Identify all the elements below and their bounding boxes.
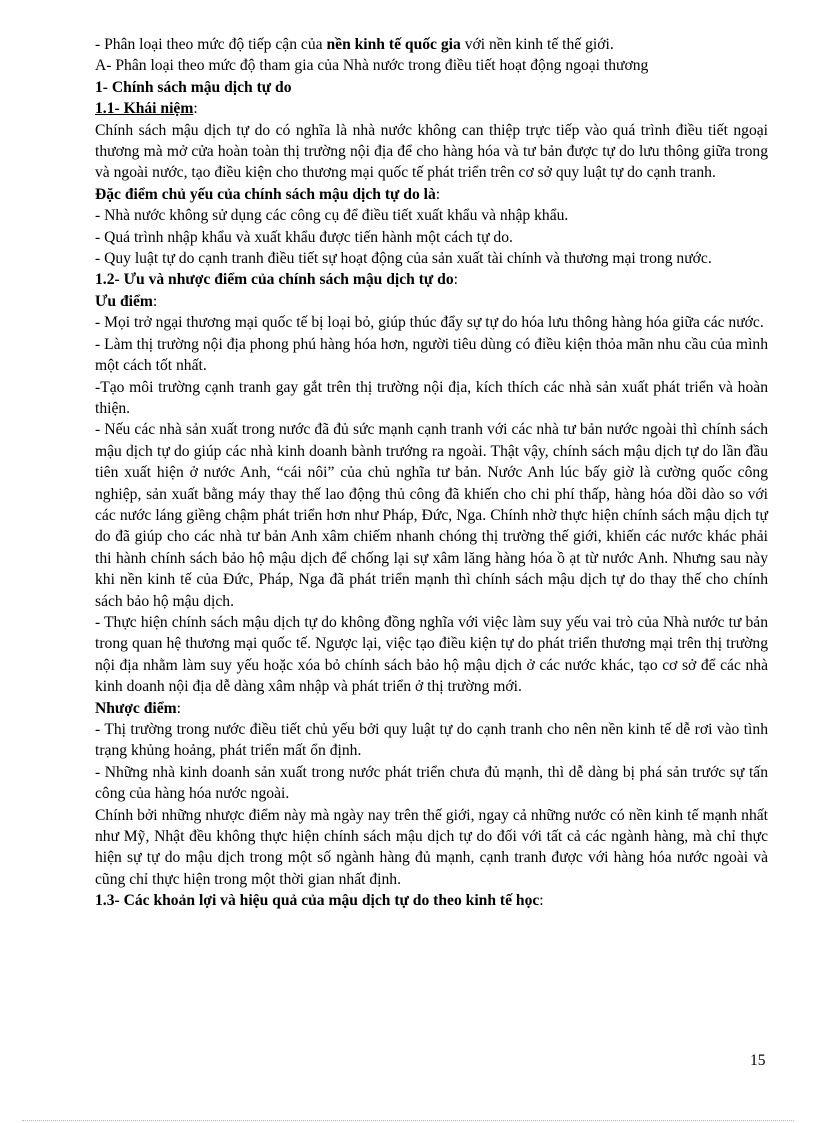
heading-pros — [95, 291, 768, 312]
con-item: - Thị trường trong nước điều tiết chủ yếu bởi quy luật tự do cạnh tranh cho nên nền kinh tế dễ rơi vào tình trạng khủng hoảng, phát triển mất ổn định. — [95, 721, 768, 760]
text: với nền kinh tế thế giới. — [460, 36, 614, 53]
colon: : — [152, 292, 158, 310]
bold-text: nền kinh tế quốc gia — [326, 36, 461, 53]
paragraph-section-a: A- Phân loại theo mức độ tham gia của Nhà nước trong điều tiết hoạt động ngoại thương — [95, 57, 649, 75]
pro-item: -Tạo môi trường cạnh tranh gay gắt trên thị trường nội địa, kích thích các nhà sản xuất phát triển và hoàn thiện. — [95, 378, 768, 417]
paragraph-classification — [95, 34, 768, 55]
heading-cons — [95, 698, 768, 719]
document-body — [95, 34, 768, 912]
pro-item: - Nếu các nhà sản xuất trong nước đã đủ sức mạnh cạnh tranh với các nhà tư bản nước ngoài thì chính sách mậu dịch tự do giúp các nhà kinh doanh bành trướng ra ngoài. Thật vậy, chính sách mậu dịch tự do lần đầu tiên xuất hiện ở nước Anh, “cái nôi” của chủ nghĩa tư bản. Nước Anh lúc bấy giờ là cường quốc công nghiệp, sản xuất bằng máy thay thế lao động thủ công đã khiến cho chi phí thấp, hàng hóa dồi dào so với các nước láng giềng chậm phát triển hơn như Pháp, Đức, Nga. Chính nhờ thực hiện chính sách mậu dịch tự do đã giúp cho các nhà tư bản Anh xâm chiếm nhanh chóng thị trường thế giới, khiến các nước khác phải thi hành chính sách bảo hộ mậu dịch để chống lại sự xâm lăng hàng hóa ồ ạt từ nước Anh. Nhưng sau này khi nền kinh tế của Đức, Pháp, Nga đã phát triển mạnh thì chính sách mậu dịch tự do thay thế cho chính sách bảo hộ mậu dịch. — [95, 421, 768, 610]
heading-text: Ưu điểm — [95, 292, 153, 310]
heading-text: 1.3- Các khoản lợi và hiệu quả của mậu dịch tự do theo kinh tế học — [95, 892, 540, 910]
heading-1-3 — [95, 890, 768, 911]
text: - Phân loại theo mức độ tiếp cận của — [95, 36, 327, 53]
feature-item: - Quy luật tự do cạnh tranh điều tiết sự hoạt động của sản xuất tài chính và thương mại trong nước. — [95, 250, 712, 268]
heading-text: Đặc điểm chủ yếu của chính sách mậu dịch tự do là — [95, 185, 436, 203]
feature-item: - Quá trình nhập khẩu và xuất khẩu được tiến hành một cách tự do. — [95, 228, 513, 246]
colon: : — [176, 699, 182, 717]
heading-1: 1- Chính sách mậu dịch tự do — [95, 78, 292, 96]
paragraph-definition: Chính sách mậu dịch tự do có nghĩa là nhà nước không can thiệp trực tiếp vào quá trình điều tiết ngoại thương mà mở cửa hoàn toàn thị trường nội địa để cho hàng hóa và tư bản được tự do lưu thông giữa trong và ngoài nước, tạo điều kiện cho thương mại quốc tế phát triển trên cơ sở quy luật tự do cạnh tranh. — [95, 121, 768, 182]
heading-1-2 — [95, 269, 768, 290]
page-number: 15 — [750, 1052, 766, 1069]
colon: : — [193, 100, 198, 118]
page-bottom-divider — [22, 1120, 794, 1121]
heading-text: 1.2- Ưu và nhược điểm của chính sách mậu dịch tự do — [95, 271, 454, 289]
colon: : — [539, 892, 544, 910]
feature-item: - Nhà nước không sử dụng các công cụ để điều tiết xuất khẩu và nhập khẩu. — [95, 207, 569, 225]
heading-text: Nhược điểm — [95, 699, 177, 717]
heading-features — [95, 184, 768, 205]
con-item: - Những nhà kinh doanh sản xuất trong nước phát triển chưa đủ mạnh, thì dễ dàng bị phá sản trước sự tấn công của hàng hóa nước ngoài. — [95, 763, 768, 803]
heading-1-1 — [95, 98, 768, 119]
paragraph-conclusion: Chính bởi những nhược điểm này mà ngày nay trên thế giới, ngay cả những nước có nền kinh tế mạnh nhất như Mỹ, Nhật đều không thực hiện chính sách mậu dịch tự do đối với tất cả các ngành hàng, mà chỉ thực hiện sự tự do mậu dịch trong một số ngành hàng đủ mạnh, cạnh tranh được với hàng hóa nước ngoài và cũng chỉ thực hiện trong một thời gian nhất định. — [95, 806, 768, 888]
pro-item: - Thực hiện chính sách mậu dịch tự do không đồng nghĩa với việc làm suy yếu vai trò của Nhà nước tư bản trong quan hệ thương mại quốc tế. Ngược lại, việc tạo điều kiện tự do phát triển thương mại trên thị trường nội địa nhằm làm suy yếu hoặc xóa bỏ chính sách bảo hộ mậu dịch ở các nước khác, tạo cơ sở để các nhà kinh doanh nội địa dễ dàng xâm nhập và phát triển ở thị trường mới. — [95, 613, 768, 696]
colon: : — [435, 185, 441, 203]
heading-text: 1.1- Khái niệm — [95, 100, 194, 118]
pro-item: - Làm thị trường nội địa phong phú hàng hóa hơn, người tiêu dùng có điều kiện thỏa mãn nhu cầu của mình một cách tốt nhất. — [95, 335, 768, 375]
pro-item: - Mọi trở ngại thương mại quốc tế bị loại bỏ, giúp thúc đẩy sự tự do hóa lưu thông hàng hóa giữa các nước. — [95, 314, 764, 332]
colon: : — [453, 271, 458, 289]
